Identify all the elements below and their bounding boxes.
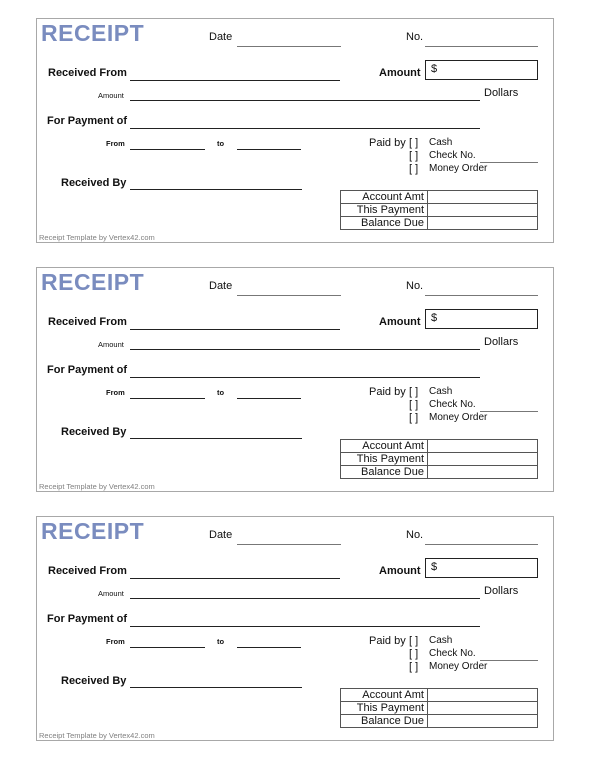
- amount-words-label: Amount: [98, 91, 124, 100]
- received-from-field[interactable]: [130, 80, 340, 81]
- amount-label: Amount: [379, 67, 421, 79]
- table-row: [341, 204, 538, 217]
- check-no-field[interactable]: [480, 162, 538, 163]
- dollars-label: Dollars: [484, 336, 519, 348]
- amount-field[interactable]: [425, 60, 538, 80]
- table-row: [341, 702, 538, 715]
- balance-due-field[interactable]: [428, 217, 538, 230]
- check-checkbox[interactable]: [ ]: [409, 648, 419, 660]
- received-from-field[interactable]: [130, 329, 340, 330]
- received-by-label: Received By: [61, 177, 127, 189]
- account-amt-label: Account Amt: [341, 440, 428, 453]
- number-field[interactable]: [425, 544, 538, 545]
- money-order-checkbox[interactable]: [ ]: [409, 661, 419, 673]
- for-payment-label: For Payment of: [47, 115, 128, 127]
- balance-table: [340, 190, 538, 230]
- balance-table: [340, 688, 538, 728]
- table-row: [341, 217, 538, 230]
- money-order-checkbox[interactable]: [ ]: [409, 163, 419, 175]
- to-label: to: [217, 637, 225, 646]
- receipt-title: RECEIPT: [41, 518, 145, 544]
- for-payment-field[interactable]: [130, 626, 480, 627]
- number-label: No.: [406, 529, 424, 541]
- from-label: From: [106, 637, 125, 646]
- date-field[interactable]: [237, 46, 341, 47]
- received-from-label: Received From: [48, 565, 127, 577]
- amount-field[interactable]: [425, 558, 538, 578]
- this-payment-field[interactable]: [428, 453, 538, 466]
- this-payment-field[interactable]: [428, 204, 538, 217]
- check-no-field[interactable]: [480, 411, 538, 412]
- received-by-field[interactable]: [130, 438, 302, 439]
- to-field[interactable]: [237, 398, 301, 399]
- date-label: Date: [209, 529, 233, 541]
- money-order-checkbox[interactable]: [ ]: [409, 412, 419, 424]
- for-payment-label: For Payment of: [47, 364, 128, 376]
- dollar-sign: $: [431, 561, 438, 573]
- cash-label: Cash: [429, 635, 453, 646]
- balance-due-field[interactable]: [428, 466, 538, 479]
- received-from-field[interactable]: [130, 578, 340, 579]
- money-order-label: Money Order: [429, 661, 488, 672]
- balance-due-label: Balance Due: [341, 217, 428, 230]
- account-amt-field[interactable]: [428, 191, 538, 204]
- received-from-label: Received From: [48, 316, 127, 328]
- table-row: [341, 191, 538, 204]
- date-field[interactable]: [237, 544, 341, 545]
- amount-words-field[interactable]: [130, 349, 480, 350]
- to-field[interactable]: [237, 149, 301, 150]
- table-row: [341, 689, 538, 702]
- cash-checkbox[interactable]: [ ]: [409, 386, 419, 398]
- dollars-label: Dollars: [484, 585, 519, 597]
- number-field[interactable]: [425, 46, 538, 47]
- amount-label: Amount: [379, 316, 421, 328]
- amount-words-field[interactable]: [130, 598, 480, 599]
- check-no-label: Check No.: [429, 648, 476, 659]
- amount-label: Amount: [379, 565, 421, 577]
- cash-checkbox[interactable]: [ ]: [409, 137, 419, 149]
- number-label: No.: [406, 280, 424, 292]
- footer-credit: Receipt Template by Vertex42.com: [39, 233, 155, 242]
- received-by-field[interactable]: [130, 687, 302, 688]
- cash-label: Cash: [429, 137, 453, 148]
- dollar-sign: $: [431, 312, 438, 324]
- received-by-field[interactable]: [130, 189, 302, 190]
- balance-due-label: Balance Due: [341, 715, 428, 728]
- table-row: [341, 466, 538, 479]
- from-field[interactable]: [130, 647, 205, 648]
- for-payment-field[interactable]: [130, 128, 480, 129]
- receipt-form-1: [36, 18, 554, 243]
- account-amt-label: Account Amt: [341, 191, 428, 204]
- for-payment-field[interactable]: [130, 377, 480, 378]
- this-payment-label: This Payment: [341, 204, 428, 217]
- this-payment-label: This Payment: [341, 453, 428, 466]
- check-no-label: Check No.: [429, 399, 476, 410]
- received-by-label: Received By: [61, 675, 127, 687]
- for-payment-label: For Payment of: [47, 613, 128, 625]
- table-row: [341, 453, 538, 466]
- this-payment-label: This Payment: [341, 702, 428, 715]
- date-label: Date: [209, 31, 233, 43]
- check-no-label: Check No.: [429, 150, 476, 161]
- amount-words-field[interactable]: [130, 100, 480, 101]
- balance-due-field[interactable]: [428, 715, 538, 728]
- balance-due-label: Balance Due: [341, 466, 428, 479]
- amount-words-label: Amount: [98, 340, 124, 349]
- check-no-field[interactable]: [480, 660, 538, 661]
- from-field[interactable]: [130, 398, 205, 399]
- table-row: [341, 715, 538, 728]
- received-by-label: Received By: [61, 426, 127, 438]
- from-field[interactable]: [130, 149, 205, 150]
- money-order-label: Money Order: [429, 412, 488, 423]
- cash-checkbox[interactable]: [ ]: [409, 635, 419, 647]
- to-field[interactable]: [237, 647, 301, 648]
- account-amt-field[interactable]: [428, 689, 538, 702]
- date-field[interactable]: [237, 295, 341, 296]
- to-label: to: [217, 139, 225, 148]
- receipt-form-3: [36, 516, 554, 741]
- cash-label: Cash: [429, 386, 453, 397]
- account-amt-field[interactable]: [428, 440, 538, 453]
- from-label: From: [106, 139, 125, 148]
- account-amt-label: Account Amt: [341, 689, 428, 702]
- check-checkbox[interactable]: [ ]: [409, 150, 419, 162]
- receipt-title: RECEIPT: [41, 269, 145, 295]
- footer-credit: Receipt Template by Vertex42.com: [39, 731, 155, 740]
- money-order-label: Money Order: [429, 163, 488, 174]
- amount-words-label: Amount: [98, 589, 124, 598]
- check-checkbox[interactable]: [ ]: [409, 399, 419, 411]
- number-field[interactable]: [425, 295, 538, 296]
- this-payment-field[interactable]: [428, 702, 538, 715]
- number-label: No.: [406, 31, 424, 43]
- paid-by-label: Paid by: [369, 386, 406, 398]
- paid-by-label: Paid by: [369, 137, 406, 149]
- from-label: From: [106, 388, 125, 397]
- footer-credit: Receipt Template by Vertex42.com: [39, 482, 155, 491]
- receipt-title: RECEIPT: [41, 20, 145, 46]
- dollar-sign: $: [431, 63, 438, 75]
- paid-by-label: Paid by: [369, 635, 406, 647]
- to-label: to: [217, 388, 225, 397]
- received-from-label: Received From: [48, 67, 127, 79]
- balance-table: [340, 439, 538, 479]
- table-row: [341, 440, 538, 453]
- dollars-label: Dollars: [484, 87, 519, 99]
- receipt-form-2: [36, 267, 554, 492]
- date-label: Date: [209, 280, 233, 292]
- amount-field[interactable]: [425, 309, 538, 329]
